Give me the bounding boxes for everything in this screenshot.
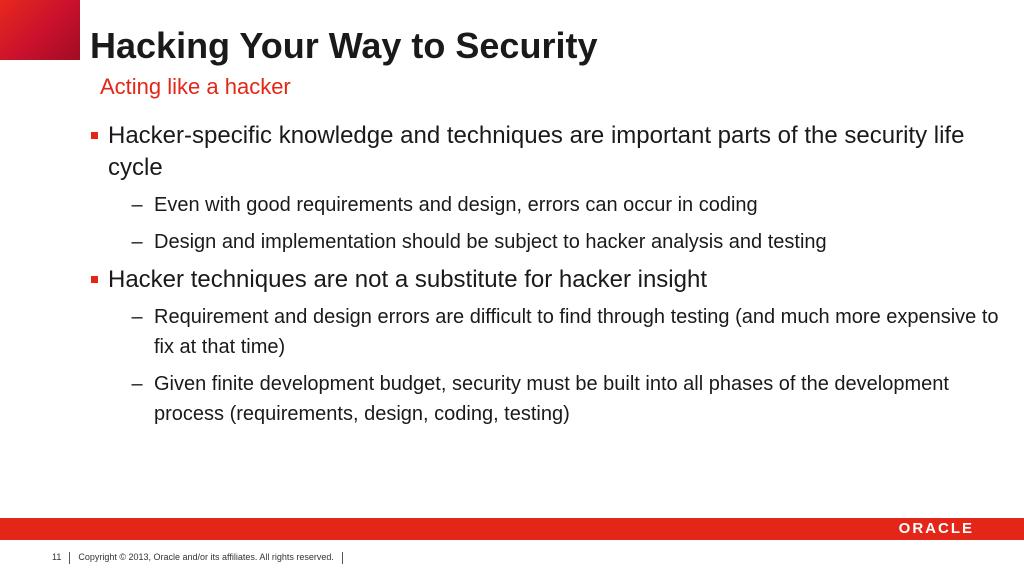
sub-bullet-item xyxy=(0,227,1000,257)
oracle-logo: ORACLE xyxy=(898,520,974,537)
sub-bullet-text: Given finite development budget, security must be built into all phases of the development process (requirements, design, coding, testing) xyxy=(154,373,949,425)
footer-brand-bar xyxy=(0,518,1024,540)
sub-bullet-text: Requirement and design errors are difficult to find through testing (and much more expensive to fix at that time) xyxy=(154,306,999,358)
footer-divider xyxy=(69,552,70,564)
footer xyxy=(52,551,351,564)
slide-content xyxy=(0,120,1000,436)
bullet-square-icon xyxy=(91,276,98,283)
slide-title: Hacking Your Way to Security xyxy=(90,25,598,66)
bullet-text: Hacker techniques are not a substitute for hacker insight xyxy=(108,266,707,293)
page-number: 11 xyxy=(52,552,62,562)
dash-icon: – xyxy=(131,373,143,395)
dash-icon: – xyxy=(131,194,143,216)
copyright-text: Copyright © 2013, Oracle and/or its affiliates. All rights reserved. xyxy=(78,552,334,562)
slide-subtitle: Acting like a hacker xyxy=(100,74,291,99)
sub-bullet-text: Even with good requirements and design, errors can occur in coding xyxy=(154,194,758,216)
footer-divider xyxy=(342,552,343,564)
bullet-text: Hacker-specific knowledge and techniques are important parts of the security life cycle xyxy=(108,122,965,181)
sub-bullet-item xyxy=(0,190,1000,220)
bullet-item xyxy=(0,264,1000,296)
sub-bullet-text: Design and implementation should be subject to hacker analysis and testing xyxy=(154,231,827,253)
dash-icon: – xyxy=(131,231,143,253)
sub-bullet-item xyxy=(0,369,1000,429)
bullet-square-icon xyxy=(91,132,98,139)
sub-bullet-item xyxy=(0,302,1000,362)
dash-icon: – xyxy=(131,306,143,328)
corner-brand-mark xyxy=(0,0,80,60)
bullet-item xyxy=(0,120,1000,184)
